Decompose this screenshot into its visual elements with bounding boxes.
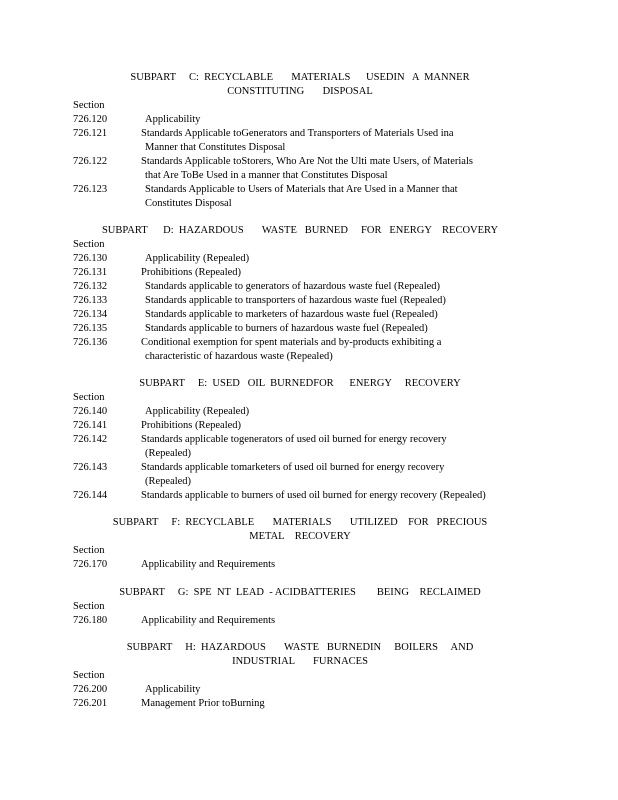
section-title: Standards applicable to transporters of hazardous waste fuel (Repealed) <box>145 295 446 306</box>
section-title: Applicability and Requirements <box>141 615 276 626</box>
subpart-g-heading: SUBPART G: SPE NT LEAD - ACIDBATTERIES BEING RECLAIMED <box>119 587 481 598</box>
section-number: 726.144 <box>73 490 108 501</box>
subpart-c-heading-line2: CONSTITUTING DISPOSAL <box>227 86 373 97</box>
subpart-h-heading-line1: SUBPART H: HAZARDOUS WASTE BURNEDIN BOILERS AND <box>126 642 474 653</box>
section-title: Standards applicable to marketers of hazardous waste fuel (Repealed) <box>145 309 438 320</box>
section-number: 726.121 <box>73 128 108 139</box>
section-title: Standards applicable togenerators of used oil burned for energy recovery <box>141 434 447 445</box>
section-title: Prohibitions (Repealed) <box>141 267 242 278</box>
subpart-d-heading: SUBPART D: HAZARDOUS WASTE BURNED FOR ENERGY RECOVERY <box>101 225 499 236</box>
section-title-continued: Constitutes Disposal <box>145 198 232 209</box>
section-label: Section <box>73 670 105 681</box>
section-title: Standards Applicable toGenerators and Transporters of Materials Used ina <box>141 128 454 139</box>
section-title-continued: characteristic of hazardous waste (Repealed) <box>145 351 333 362</box>
section-number: 726.200 <box>73 684 108 695</box>
subpart-c-heading-line1: SUBPART C: RECYCLABLE MATERIALS USEDIN A MANNER <box>130 72 470 83</box>
section-number: 726.180 <box>73 615 108 626</box>
section-title: Standards Applicable toStorers, Who Are Not the Ulti mate Users, of Materials <box>141 156 473 167</box>
section-number: 726.140 <box>73 406 108 417</box>
section-number: 726.135 <box>73 323 108 334</box>
section-label: Section <box>73 392 105 403</box>
section-number: 726.141 <box>73 420 108 431</box>
section-title: Applicability (Repealed) <box>145 406 250 417</box>
section-title: Prohibitions (Repealed) <box>141 420 242 431</box>
section-number: 726.134 <box>73 309 108 320</box>
section-title: Standards applicable to burners of used oil burned for energy recovery (Repealed) <box>141 490 486 501</box>
section-title: Standards applicable to generators of hazardous waste fuel (Repealed) <box>145 281 441 292</box>
section-label: Section <box>73 601 105 612</box>
subpart-f-heading-line1: SUBPART F: RECYCLABLE MATERIALS UTILIZED FOR PRECIOUS <box>112 517 488 528</box>
section-title-continued: (Repealed) <box>145 476 192 487</box>
section-title: Standards applicable tomarketers of used oil burned for energy recovery <box>141 462 445 473</box>
section-number: 726.133 <box>73 295 108 306</box>
subpart-f-heading-line2: METAL RECOVERY <box>249 531 351 542</box>
section-title-continued: that Are ToBe Used in a manner that Constitutes Disposal <box>145 170 388 181</box>
section-title: Standards Applicable to Users of Materials that Are Used in a Manner that <box>145 184 458 195</box>
section-title: Applicability and Requirements <box>141 559 276 570</box>
section-number: 726.122 <box>73 156 108 167</box>
section-number: 726.143 <box>73 462 108 473</box>
subpart-h-heading-line2: INDUSTRIAL FURNACES <box>232 656 368 667</box>
section-number: 726.142 <box>73 434 108 445</box>
section-label: Section <box>73 100 105 111</box>
section-title: Conditional exemption for spent materials and by-products exhibiting a <box>141 337 442 348</box>
section-number: 726.123 <box>73 184 108 195</box>
subpart-e-heading: SUBPART E: USED OIL BURNEDFOR ENERGY RECOVERY <box>139 378 461 389</box>
section-number: 726.130 <box>73 253 108 264</box>
section-title: Standards applicable to burners of hazardous waste fuel (Repealed) <box>145 323 428 334</box>
section-number: 726.131 <box>73 267 108 278</box>
section-title: Applicability <box>145 114 201 125</box>
section-title: Applicability (Repealed) <box>145 253 250 264</box>
section-title-continued: Manner that Constitutes Disposal <box>145 142 286 153</box>
section-title: Management Prior toBurning <box>141 698 265 709</box>
section-title: Applicability <box>145 684 201 695</box>
section-number: 726.136 <box>73 337 108 348</box>
section-number: 726.201 <box>73 698 108 709</box>
section-label: Section <box>73 545 105 556</box>
section-label: Section <box>73 239 105 250</box>
section-number: 726.120 <box>73 114 108 125</box>
section-number: 726.132 <box>73 281 108 292</box>
section-number: 726.170 <box>73 559 108 570</box>
section-title-continued: (Repealed) <box>145 448 192 459</box>
